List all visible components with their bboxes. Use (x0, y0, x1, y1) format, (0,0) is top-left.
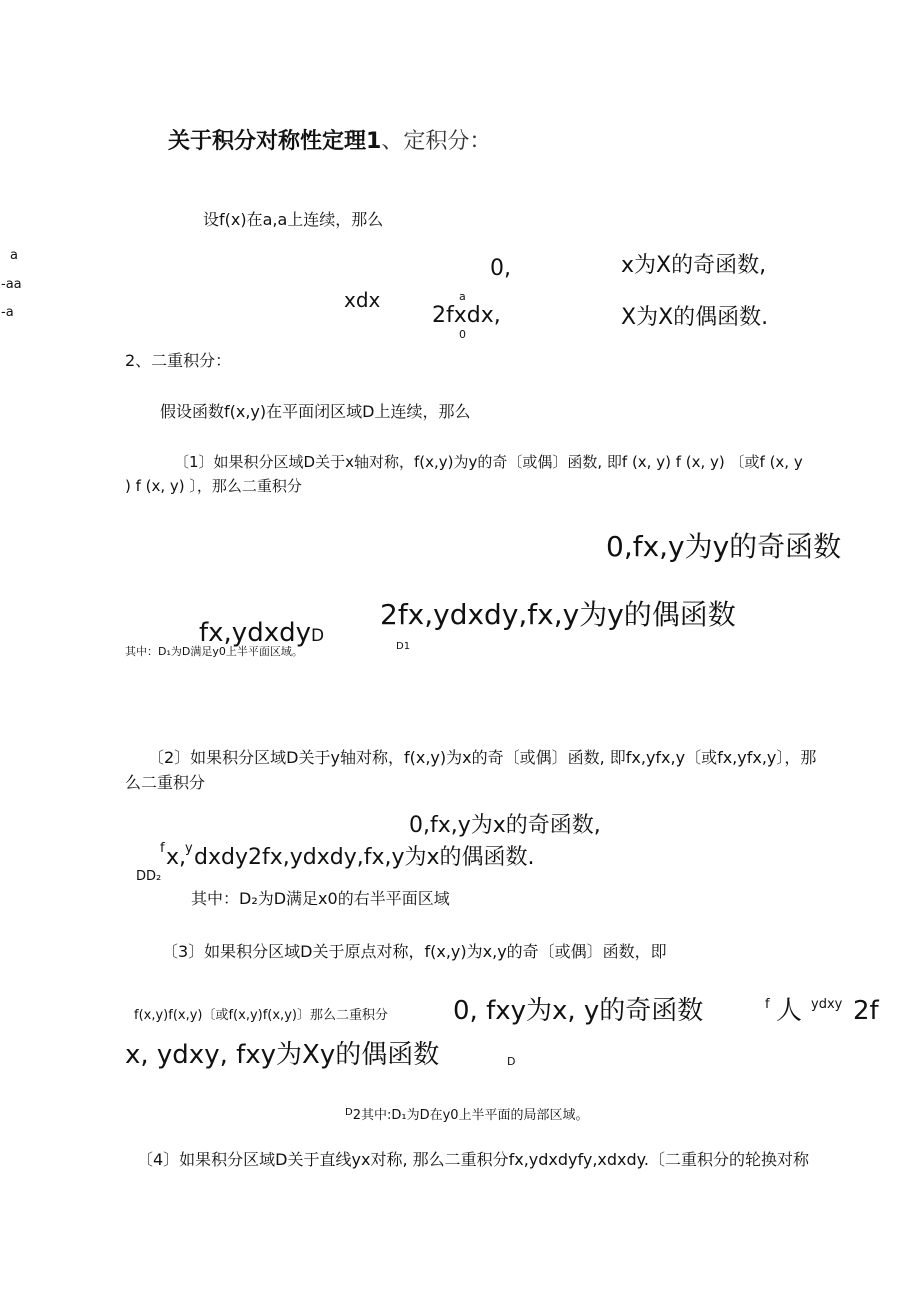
case1-even-case: 2fx,ydxdy,fx,y为y的偶函数 (380, 598, 736, 631)
sec1-left-a3: -a (1, 305, 14, 320)
page-title (168, 131, 491, 153)
title-bold: 关于积分对称性定理1 (168, 129, 382, 154)
case4-line1: 〔4〕如果积分区域D关于直线yx对称, 那么二重积分fx,ydxdyfy,xdxdy.〔二重积分的轮换对称 (137, 1150, 809, 1169)
case2-dd2: DD₂ (136, 869, 162, 884)
case1-lhs-text: fx,ydxdy (199, 618, 311, 648)
sec1-odd-case: x为X的奇函数, (621, 253, 767, 278)
case1-note: 其中：D₁为D满足y0上半平面区域。 (125, 645, 303, 658)
case1-odd-case: 0,fx,y为y的奇函数 (606, 530, 842, 563)
case3-f-sup: f (765, 997, 770, 1012)
sec1-left-a2: -aa (1, 277, 22, 292)
sec1-xdx: xdx (344, 288, 381, 312)
case2-note: 其中：D₂为D满足x0的右半平面区域 (191, 889, 450, 908)
case3-big2: x, ydxy, fxy为Xy的偶函数 (125, 1040, 440, 1070)
sec1-zero: 0, (490, 256, 511, 281)
case3-ren: 人 (776, 996, 803, 1026)
case2-y-sup: y (185, 841, 193, 856)
case2-line2: 么二重积分 (125, 773, 206, 792)
case2-x: x, (166, 845, 187, 870)
sec1-lower-0: 0 (459, 328, 466, 341)
case3-small: f(x,y)f(x,y)〔或f(x,y)f(x,y)〕那么二重积分 (134, 1008, 388, 1023)
case3-note (345, 1108, 589, 1122)
title-rest: 、定积分： (381, 129, 492, 154)
sec1-premise: 设f(x)在a,a上连续，那么 (203, 210, 384, 229)
case2-main: dxdy2fx,ydxdy,fx,y为x的偶函数. (194, 845, 535, 870)
case1-lhs (199, 620, 324, 646)
case3-line1: 〔3〕如果积分区域D关于原点对称，f(x,y)为x,y的奇〔或偶〕函数，即 (162, 942, 667, 961)
sec1-left-a1: a (10, 248, 18, 263)
case3-note-text: 2其中:D₁为D在y0上半平面的局部区域。 (352, 1108, 589, 1123)
sec2-premise: 假设函数f(x,y)在平面闭区域D上连续，那么 (160, 402, 471, 421)
sec1-upper-a: a (459, 290, 466, 303)
case3-tail: 2f (853, 996, 879, 1026)
sec2-heading: 2、二重积分： (125, 351, 232, 370)
case1-lhs-sub: D (310, 626, 325, 646)
case2-f-sup: f (160, 841, 165, 856)
case3-big1: 0, fxy为x, y的奇函数 (453, 996, 704, 1026)
sec1-even-case: X为X的偶函数. (621, 305, 769, 330)
case3-sub-d: D (507, 1055, 516, 1068)
case2-odd-case: 0,fx,y为x的奇函数, (409, 813, 601, 838)
case1-line1: 〔1〕如果积分区域D关于x轴对称，f(x,y)为y的奇〔或偶〕函数, 即f (x, y) f (x, y) 〔或f (x, y (174, 453, 803, 471)
sec1-2fxdx: 2fxdx, (432, 303, 501, 328)
case3-ydxy-sup: ydxy (811, 997, 843, 1012)
case1-line2: ) f (x, y) 〕，那么二重积分 (125, 477, 302, 495)
case1-d1: D1 (396, 641, 411, 652)
case2-line1: 〔2〕如果积分区域D关于y轴对称，f(x,y)为x的奇〔或偶〕函数, 即fx,yfx,y〔或fx,yfx,y〕，那 (148, 748, 817, 767)
case3-note-sup: D (345, 1107, 353, 1118)
